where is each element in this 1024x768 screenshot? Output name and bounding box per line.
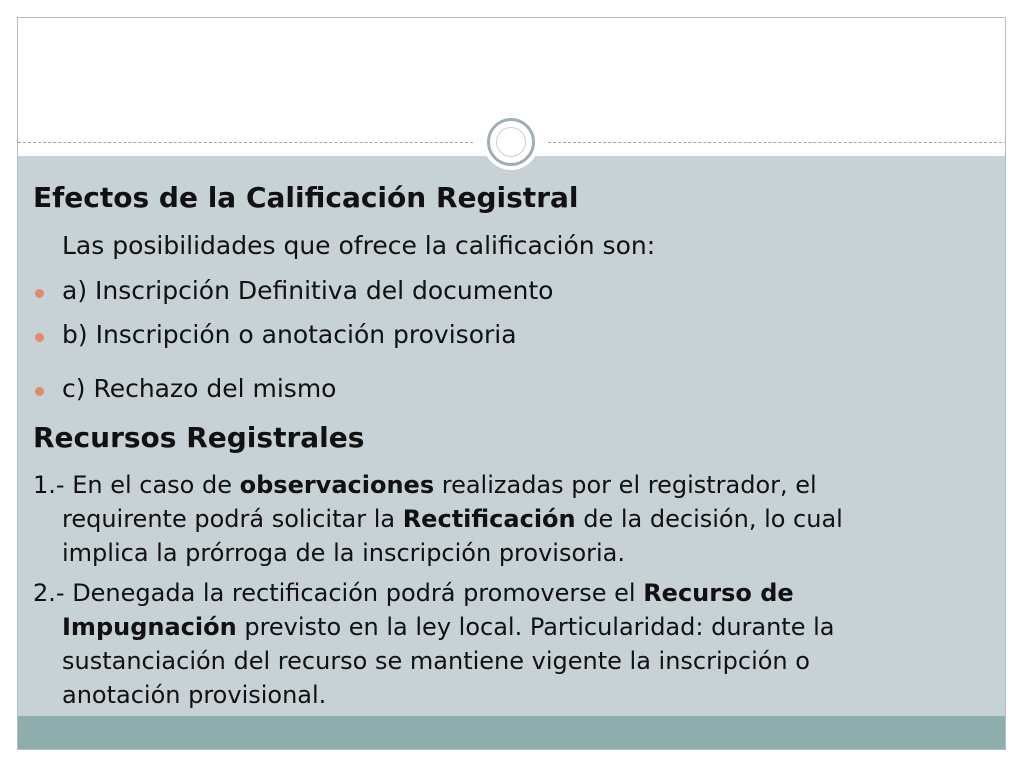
bullet-item-c: c) Rechazo del mismo [62, 374, 337, 403]
paragraph-item-1 [33, 468, 843, 570]
item-2-line-4: anotación provisional. [62, 681, 327, 709]
footer-band [18, 716, 1005, 750]
slide [17, 17, 1006, 750]
paragraph-item-2 [33, 576, 835, 712]
bullet-icon [35, 289, 44, 298]
item-1-line-1: 1.- En el caso de observaciones realizadas por el registrador, el [33, 471, 817, 499]
bullet-icon [35, 387, 44, 396]
item-2-line-1: 2.- Denegada la rectificación podrá promoverse el Recurso de [33, 579, 794, 607]
item-2-line-3: sustanciación del recurso se mantiene vigente la inscripción o [62, 647, 810, 675]
heading-recursos: Recursos Registrales [33, 421, 365, 454]
intro-text: Las posibilidades que ofrece la calificación son: [62, 231, 656, 260]
divider-right [548, 142, 1006, 143]
heading-efectos: Efectos de la Calificación Registral [33, 181, 579, 214]
bullet-item-b: b) Inscripción o anotación provisoria [62, 320, 517, 349]
divider-left [18, 142, 473, 143]
item-1-line-2: requirente podrá solicitar la Rectificación de la decisión, lo cual [62, 505, 843, 533]
bullet-item-a: a) Inscripción Definitiva del documento [62, 276, 554, 305]
item-1-line-3: implica la prórroga de la inscripción provisoria. [62, 539, 626, 567]
circle-ornament-icon [483, 114, 539, 170]
bullet-icon [35, 333, 44, 342]
item-2-line-2: Impugnación previsto en la ley local. Particularidad: durante la [62, 613, 835, 641]
